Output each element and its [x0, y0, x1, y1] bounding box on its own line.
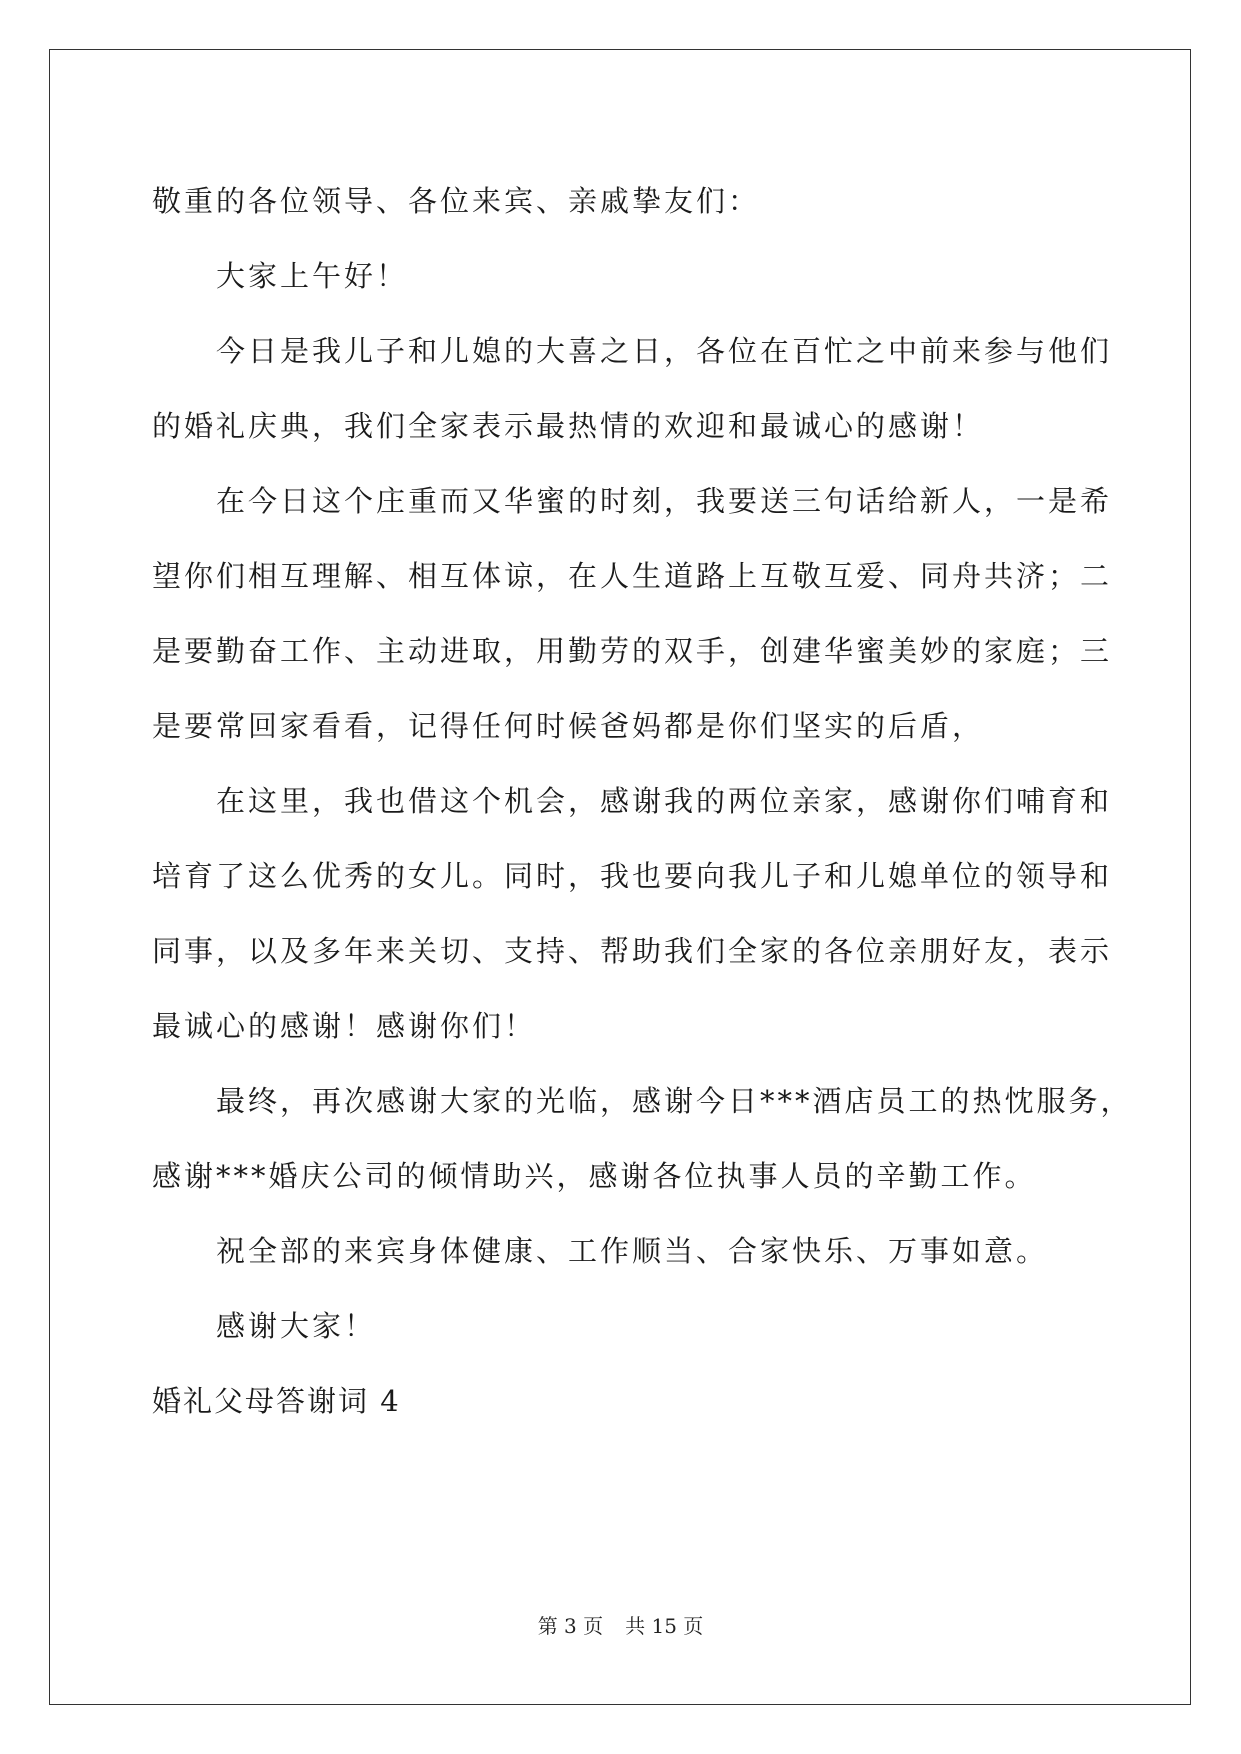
page-number: 第 3 页 [537, 1614, 604, 1638]
paragraph-line: 今日是我儿子和儿媳的大喜之日，各位在百忙之中前来参与他们 [216, 334, 1113, 368]
page-footer [0, 1610, 1241, 1639]
paragraph-line: 培育了这么优秀的女儿。同时，我也要向我儿子和儿媳单位的领导和 [152, 859, 1113, 893]
paragraph-line: 的婚礼庆典，我们全家表示最热情的欢迎和最诚心的感谢！ [152, 409, 985, 443]
paragraph-line: 最诚心的感谢！感谢你们！ [152, 1009, 537, 1043]
paragraph-line: 感谢***婚庆公司的倾情助兴，感谢各位执事人员的辛勤工作。 [152, 1159, 1037, 1193]
paragraph-line: 是要常回家看看，记得任何时候爸妈都是你们坚实的后盾， [152, 709, 985, 743]
salutation-line: 敬重的各位领导、各位来宾、亲戚挚友们： [152, 184, 761, 218]
blessing-line: 祝全部的来宾身体健康、工作顺当、合家快乐、万事如意。 [216, 1234, 1049, 1268]
section-heading: 婚礼父母答谢词 4 [152, 1384, 401, 1418]
paragraph-line: 在这里，我也借这个机会，感谢我的两位亲家，感谢你们哺育和 [216, 784, 1113, 818]
closing-line: 感谢大家！ [216, 1309, 377, 1343]
paragraph-line: 望你们相互理解、相互体谅，在人生道路上互敬互爱、同舟共济；二 [152, 559, 1113, 593]
paragraph-line: 在今日这个庄重而又华蜜的时刻，我要送三句话给新人，一是希 [216, 484, 1113, 518]
page-total: 共 15 页 [625, 1614, 704, 1638]
paragraph-line: 同事，以及多年来关切、支持、帮助我们全家的各位亲朋好友，表示 [152, 934, 1113, 968]
greeting-line: 大家上午好！ [216, 259, 409, 293]
paragraph-line: 是要勤奋工作、主动进取，用勤劳的双手，创建华蜜美妙的家庭；三 [152, 634, 1113, 668]
document-body [152, 164, 1133, 1439]
paragraph-line: 最终，再次感谢大家的光临，感谢今日***酒店员工的热忱服务， [216, 1084, 1133, 1118]
